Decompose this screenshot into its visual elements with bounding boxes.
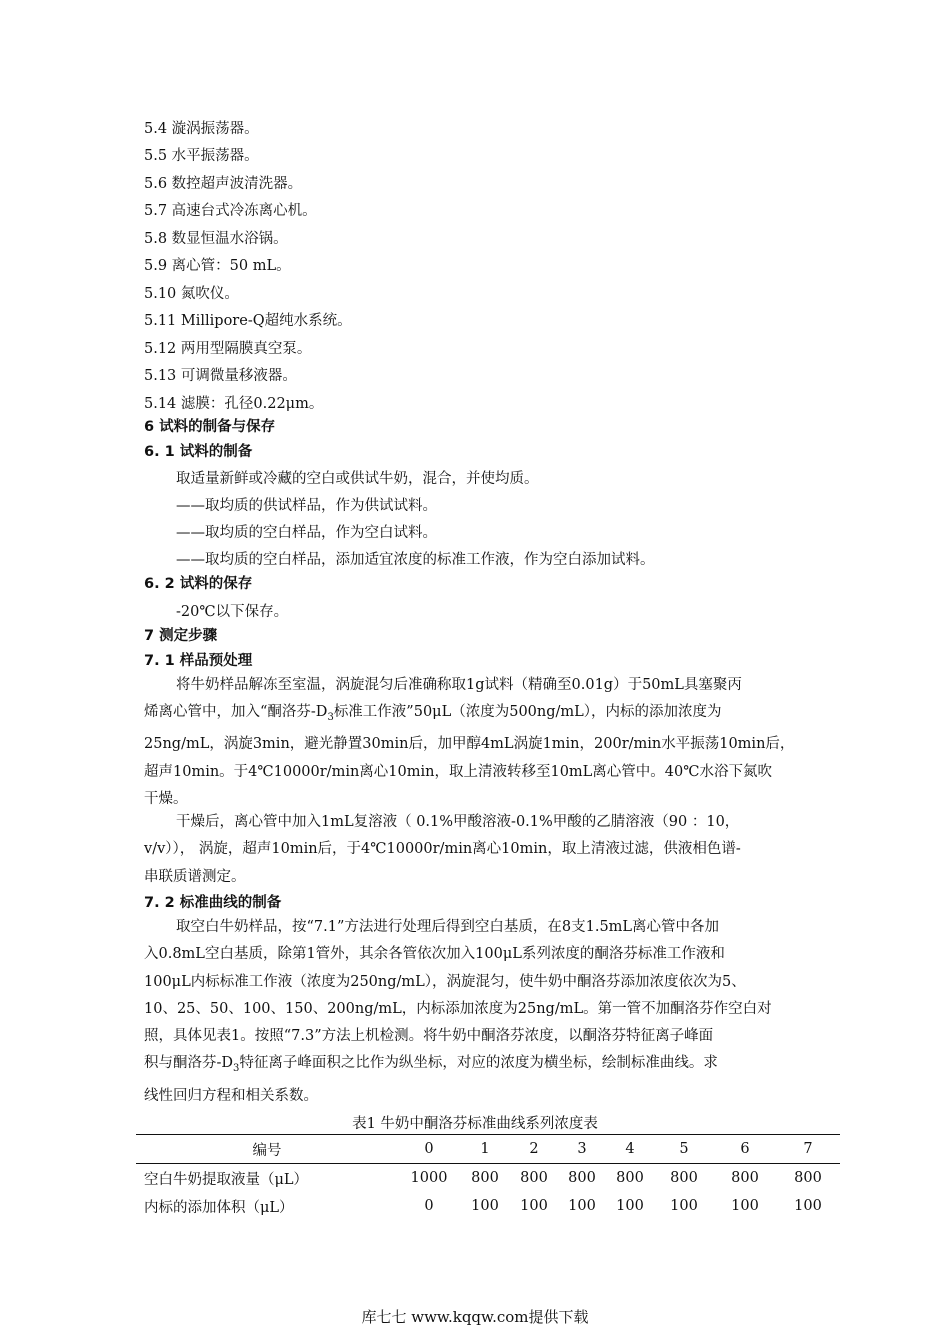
table-header-label: 编号: [252, 1142, 282, 1159]
table-header-cell: 6: [740, 1141, 750, 1157]
list-item-5-8: 5.8 数显恒温水浴锅。: [144, 231, 288, 247]
list-item-5-5: 5.5 水平振荡器。: [144, 148, 259, 164]
list-item-5-14: 5.14 滤膜：孔径0.22μm。: [144, 396, 324, 412]
list-item-5-10: 5.10 氮吹仪。: [144, 286, 239, 302]
table-header-cell: 5: [679, 1141, 689, 1157]
paragraph-7-2: 取空白牛奶样品，按“7.1”方法进行处理后得到空白基质，在8支1.5mL离心管中各加 入0.8mL空白基质，除第1管外，其余各管依次加入100μL系列浓度的酮洛芬标准工作液和 100μL内标标准工作液（浓度为250ng/mL），涡旋混匀，使牛奶中酮洛芬添加浓度依次为5、 10、25、50、100、150、200ng/mL，内标添加浓度为25ng/mL。第一管不加酮洛芬作空白对 照，具体见表1。按照“7.3”方法上机检测。将牛奶中酮洛芬浓度，以酮洛芬特征离子峰面 积与酮洛芬$-D_3$特征离子峰面积之比作为纵坐标，对应的浓度为横坐标，绘制标准曲线。求 线性回归方程和相关系数。: [144, 919, 772, 1104]
list-item-5-13: 5.13 可调微量移液器。: [144, 368, 297, 384]
section-7-heading: 7 测定步骤: [144, 628, 218, 644]
table-row-label: 内标的添加体积（μL）: [144, 1199, 294, 1216]
section-7-2-heading: 7. 2 标准曲线的制备: [144, 895, 282, 911]
table-header-cell: 7: [803, 1141, 813, 1157]
page-footer: 库七七 www.kqqw.com提供下载: [361, 1308, 589, 1326]
table-cell: 0: [424, 1198, 434, 1214]
table-cell: 100: [794, 1198, 822, 1214]
list-item-5-11: 5.11 Millipore-Q超纯水系统。: [144, 313, 352, 329]
table-1: [136, 1134, 840, 1220]
table-header-cell: 4: [625, 1141, 635, 1157]
table-cell: 100: [520, 1198, 548, 1214]
section-6-1-line-4: ——取均质的空白样品，添加适宜浓度的标准工作液，作为空白添加试料。: [176, 552, 655, 568]
section-7-1-heading: 7. 1 样品预处理: [144, 653, 253, 669]
section-6-1-line-2: ——取均质的供试样品，作为供试试料。: [176, 498, 437, 514]
paragraph-7-1-a: 将牛奶样品解冻至室温，涡旋混匀后准确称取1g试料（精确至0.01g）于50mL具塞聚丙 烯离心管中，加入“酮洛芬$-D_3$标准工作液”50μL（浓度为500ng/mL），内标的添加浓度为 25ng/mL，涡旋3min，避光静置30min后，加甲醇4mL涡旋1min，200r/min水平振荡10min后， 超声10min。于4℃10000r/min离心10min，取上清液转移至10mL离心管中。40℃水浴下氮吹 干燥。: [144, 677, 795, 808]
section-6-1-line-1: 取适量新鲜或冷藏的空白或供试牛奶，混合，并使均质。: [176, 471, 539, 487]
table-header-cell: 1: [480, 1141, 490, 1157]
list-item-5-6: 5.6 数控超声波清洗器。: [144, 176, 303, 192]
table-header-cell: 3: [577, 1141, 587, 1157]
table-header-row: [136, 1135, 840, 1164]
table-header-cell: 0: [424, 1141, 434, 1157]
table-cell: 100: [471, 1198, 499, 1214]
table-header-cell: 2: [529, 1141, 539, 1157]
section-6-1-heading: 6. 1 试料的制备: [144, 444, 253, 460]
section-6-2-line: -20℃以下保存。: [176, 604, 289, 620]
list-item-5-9: 5.9 离心管：50 mL。: [144, 258, 291, 274]
table-1-caption: 表1 牛奶中酮洛芬标准曲线系列浓度表: [352, 1116, 598, 1132]
list-item-5-7: 5.7 高速台式冷冻离心机。: [144, 203, 317, 219]
table-cell: 1000: [410, 1170, 448, 1186]
table-cell: 800: [471, 1170, 499, 1186]
list-item-5-12: 5.12 两用型隔膜真空泵。: [144, 341, 312, 357]
section-6-2-heading: 6. 2 试料的保存: [144, 576, 253, 592]
table-cell: 800: [568, 1170, 596, 1186]
table-row: [136, 1164, 840, 1193]
table-cell: 100: [731, 1198, 759, 1214]
table-cell: 800: [520, 1170, 548, 1186]
table-cell: 100: [616, 1198, 644, 1214]
table-cell: 800: [731, 1170, 759, 1186]
section-6-heading: 6 试料的制备与保存: [144, 419, 276, 435]
table-cell: 100: [670, 1198, 698, 1214]
table-cell: 100: [568, 1198, 596, 1214]
paragraph-7-1-b: 干燥后，离心管中加入1mL复溶液（ 0.1%甲酸溶液-0.1%甲酸的乙腈溶液（90 ：10， v/v））， 涡旋，超声10min后，于4℃10000r/min离心10min，取上清液过滤，供液相色谱- 串联质谱测定。: [144, 814, 741, 885]
table-cell: 800: [794, 1170, 822, 1186]
section-6-1-line-3: ——取均质的空白样品，作为空白试料。: [176, 525, 437, 541]
table-cell: 800: [616, 1170, 644, 1186]
table-row: [136, 1192, 840, 1220]
list-item-5-4: 5.4 漩涡振荡器。: [144, 121, 259, 137]
table-cell: 800: [670, 1170, 698, 1186]
table-row-label: 空白牛奶提取液量（μL）: [144, 1171, 309, 1188]
